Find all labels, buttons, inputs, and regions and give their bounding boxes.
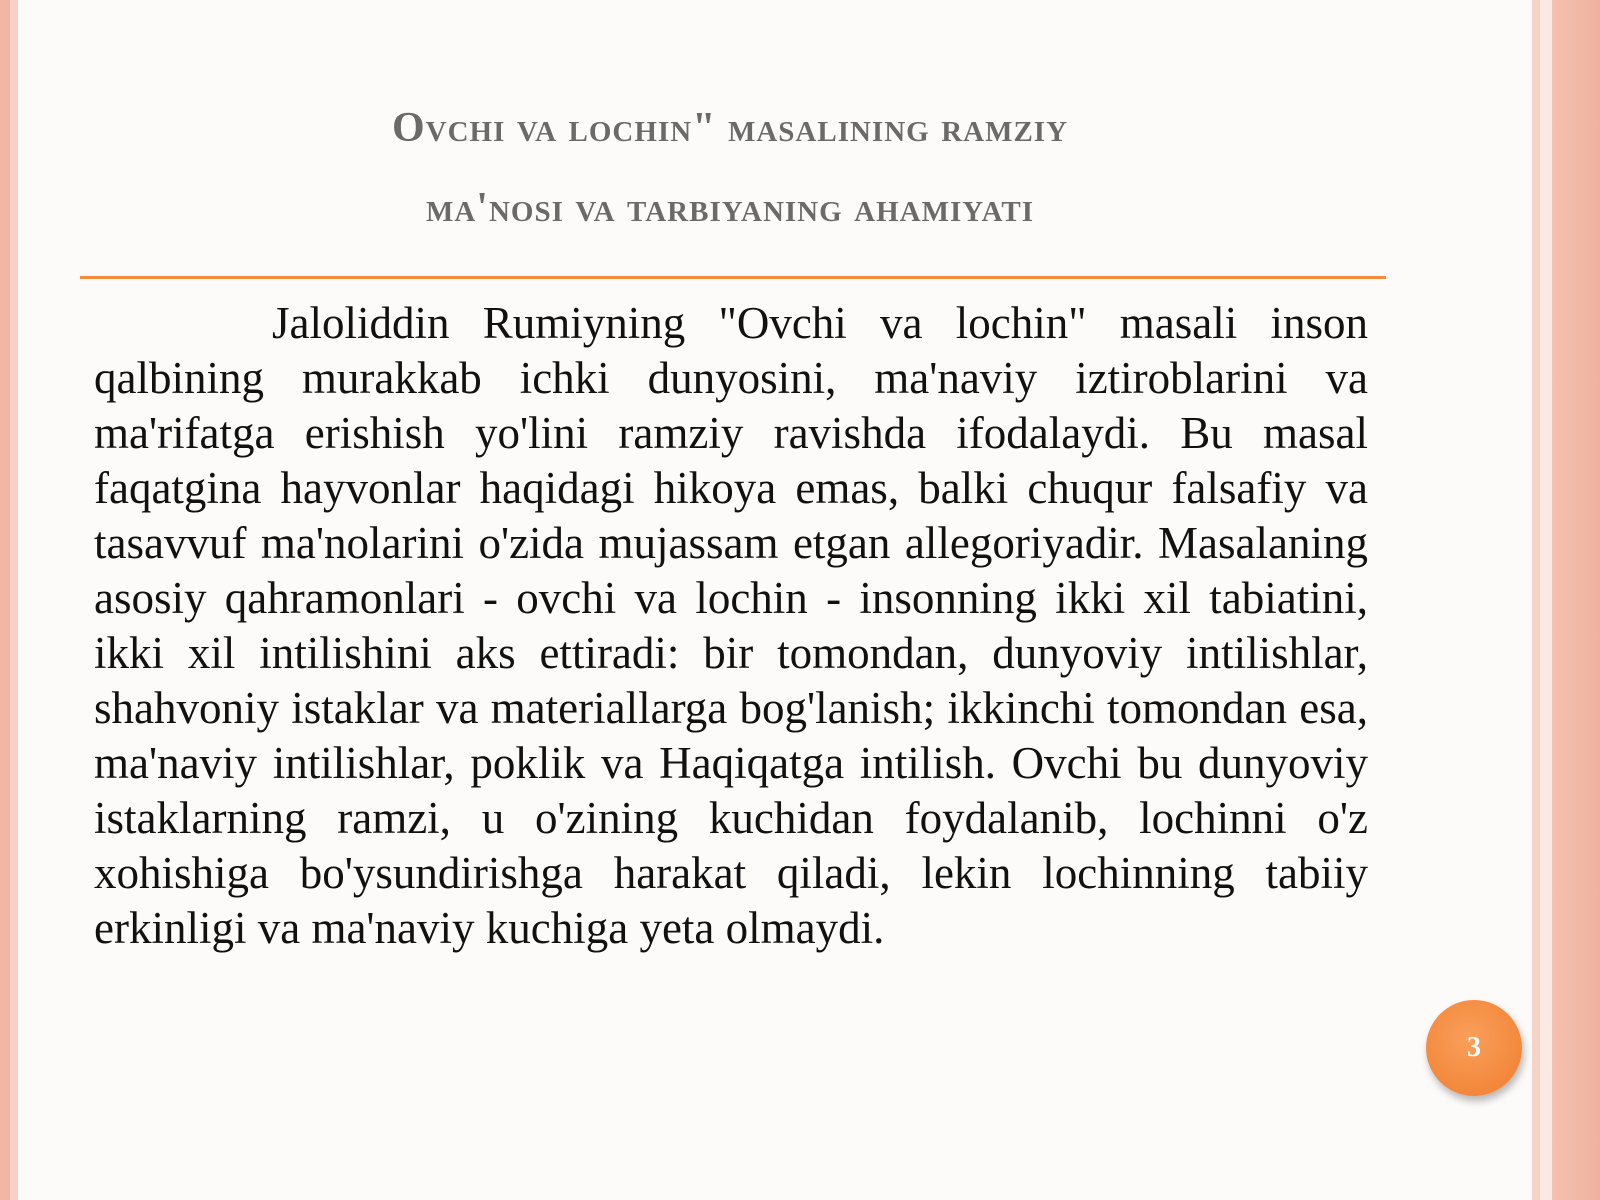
slide-title-line-2: ma'nosi va tarbiyaning ahamiyati xyxy=(425,185,1034,231)
right-border-decoration xyxy=(1552,0,1600,1200)
left-border-decoration xyxy=(0,0,10,1200)
page-number-badge: 3 xyxy=(1426,1000,1522,1096)
left-border-inner-decoration xyxy=(10,0,18,1200)
right-border-inner-decoration xyxy=(1532,0,1540,1200)
title-divider xyxy=(80,276,1386,279)
slide-title xyxy=(80,88,1380,248)
slide-title-line-1: Ovchi va lochin" masalining ramziy xyxy=(391,105,1069,151)
body-paragraph: Jaloliddin Rumiyning "Ovchi va lochin" masali inson qalbining murakkab ichki dunyosini, ma'naviy iztiroblarini va ma'rifatga erishish yo'lini ramziy ravishda ifodalaydi. Bu masal faqatgina hayvonlar haqidagi hikoya emas, balki chuqur falsafiy va tasavvuf ma'nolarini o'zida mujassam etgan allegoriyadir. Masalaning asosiy qahramonlari - ovchi va lochin - insonning ikki xil tabiatini, ikki xil intilishini aks ettiradi: bir tomondan, dunyoviy intilishlar, shahvoniy istaklar va materiallarga bog'lanish; ikkinchi tomondan esa, ma'naviy intilishlar, poklik va Haqiqatga intilish. Ovchi bu dunyoviy istaklarning ramzi, u o'zining kuchidan foydalanib, lochinni o'z xohishiga bo'ysundirishga harakat qiladi, lekin lochinning tabiiy erkinligi va ma'naviy kuchiga yeta olmaydi. xyxy=(94,298,1368,953)
right-border-gap xyxy=(1540,0,1552,1200)
